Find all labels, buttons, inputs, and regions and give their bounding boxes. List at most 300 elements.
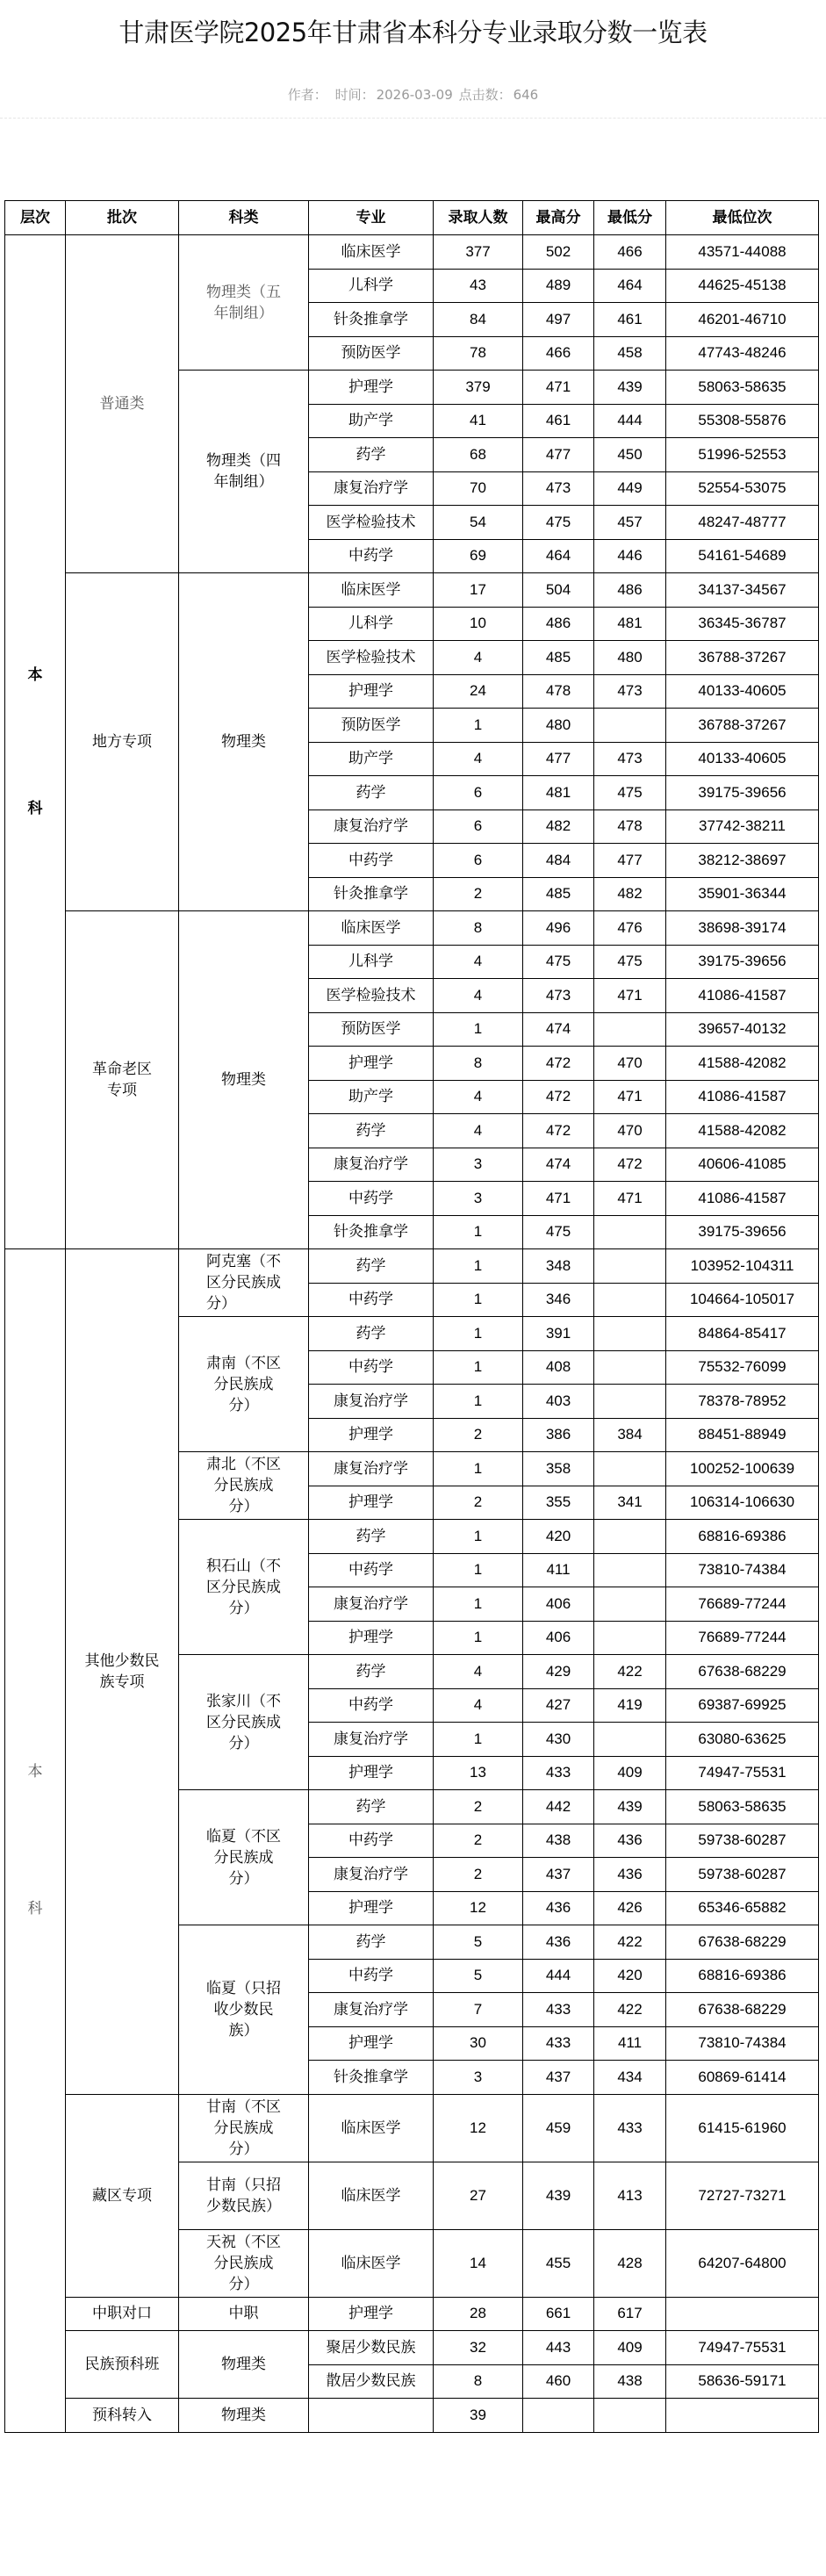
major-cell: 儿科学 <box>309 269 434 303</box>
max-score-cell: 420 <box>523 1520 594 1554</box>
min-score-cell: 475 <box>594 945 666 979</box>
count-cell: 2 <box>434 1824 523 1858</box>
max-score-cell: 443 <box>523 2331 594 2365</box>
min-score-cell: 428 <box>594 2229 666 2297</box>
min-score-cell <box>594 1621 666 1655</box>
min-score-cell: 461 <box>594 303 666 337</box>
major-cell: 中药学 <box>309 1553 434 1587</box>
min-rank-cell: 46201-46710 <box>666 303 819 337</box>
min-rank-cell <box>666 2297 819 2331</box>
category-cell <box>179 2399 309 2433</box>
max-score-cell: 471 <box>523 371 594 405</box>
min-rank-cell: 44625-45138 <box>666 269 819 303</box>
min-rank-cell: 34137-34567 <box>666 573 819 608</box>
major-cell: 康复治疗学 <box>309 1993 434 2027</box>
batch-cell <box>66 1249 179 2095</box>
major-cell: 康复治疗学 <box>309 1452 434 1486</box>
table-header-row <box>5 201 819 235</box>
min-rank-cell: 41588-42082 <box>666 1047 819 1081</box>
min-rank-cell: 36788-37267 <box>666 709 819 743</box>
category-cell <box>179 371 309 573</box>
min-rank-cell: 39175-39656 <box>666 1215 819 1249</box>
table-row <box>5 2399 819 2433</box>
count-cell: 5 <box>434 1959 523 1993</box>
batch-label: 藏区专项 <box>92 2186 152 2205</box>
major-cell: 医学检验技术 <box>309 979 434 1013</box>
max-score-cell: 482 <box>523 809 594 844</box>
category-label: 张家川（不区分民族成分） <box>206 1692 281 1752</box>
article-meta <box>0 84 826 105</box>
category-label: 临夏（不区分民族成分） <box>206 1827 281 1888</box>
category-label: 甘南（只招少数民族） <box>206 2176 281 2215</box>
min-score-cell: 480 <box>594 641 666 675</box>
min-rank-cell: 68816-69386 <box>666 1959 819 1993</box>
major-cell: 护理学 <box>309 1486 434 1520</box>
major-cell: 药学 <box>309 1114 434 1148</box>
count-cell: 2 <box>434 1486 523 1520</box>
clicks-value: 646 <box>513 87 539 103</box>
min-score-cell: 419 <box>594 1688 666 1723</box>
min-score-cell: 472 <box>594 1148 666 1182</box>
min-score-cell: 482 <box>594 877 666 911</box>
max-score-cell: 480 <box>523 709 594 743</box>
max-score-cell <box>523 2399 594 2433</box>
max-score-cell: 489 <box>523 269 594 303</box>
min-rank-cell: 39657-40132 <box>666 1012 819 1047</box>
major-cell: 康复治疗学 <box>309 1858 434 1892</box>
major-cell: 中药学 <box>309 1350 434 1385</box>
min-score-cell <box>594 1553 666 1587</box>
major-cell: 护理学 <box>309 674 434 709</box>
min-rank-cell: 69387-69925 <box>666 1688 819 1723</box>
max-score-cell: 411 <box>523 1553 594 1587</box>
count-cell: 5 <box>434 1925 523 1960</box>
min-score-cell: 439 <box>594 1790 666 1824</box>
major-cell: 临床医学 <box>309 911 434 946</box>
min-rank-cell: 74947-75531 <box>666 2331 819 2365</box>
count-cell: 10 <box>434 607 523 641</box>
count-cell: 8 <box>434 2364 523 2399</box>
category-label: 天祝（不区分民族成分） <box>206 2233 281 2293</box>
max-score-cell: 429 <box>523 1655 594 1689</box>
category-label: 阿克塞（不区分民族成分） <box>206 1253 281 1313</box>
major-cell: 临床医学 <box>309 235 434 270</box>
col-header-count: 录取人数 <box>434 201 523 235</box>
count-cell: 7 <box>434 1993 523 2027</box>
min-score-cell <box>594 1587 666 1622</box>
min-score-cell <box>594 1283 666 1317</box>
max-score-cell: 348 <box>523 1249 594 1284</box>
min-rank-cell: 35901-36344 <box>666 877 819 911</box>
min-score-cell: 466 <box>594 235 666 270</box>
min-rank-cell: 52554-53075 <box>666 471 819 506</box>
col-header-category: 科类 <box>179 201 309 235</box>
min-rank-cell: 88451-88949 <box>666 1418 819 1452</box>
batch-label: 地方专项 <box>92 733 152 751</box>
min-rank-cell: 38212-38697 <box>666 844 819 878</box>
count-cell: 377 <box>434 235 523 270</box>
major-cell: 药学 <box>309 776 434 810</box>
min-rank-cell: 100252-100639 <box>666 1452 819 1486</box>
min-rank-cell: 36788-37267 <box>666 641 819 675</box>
min-rank-cell: 47743-48246 <box>666 336 819 371</box>
major-cell: 护理学 <box>309 1047 434 1081</box>
min-score-cell: 477 <box>594 844 666 878</box>
count-cell: 12 <box>434 1891 523 1925</box>
batch-label: 革命老区专项 <box>92 1061 152 1099</box>
count-cell: 1 <box>434 1452 523 1486</box>
max-score-cell: 436 <box>523 1891 594 1925</box>
max-score-cell: 461 <box>523 404 594 438</box>
min-score-cell: 444 <box>594 404 666 438</box>
min-score-cell: 436 <box>594 1858 666 1892</box>
major-cell: 临床医学 <box>309 2229 434 2297</box>
category-cell <box>179 2162 309 2229</box>
min-rank-cell: 58636-59171 <box>666 2364 819 2399</box>
major-cell: 康复治疗学 <box>309 1587 434 1622</box>
major-cell: 针灸推拿学 <box>309 877 434 911</box>
max-score-cell: 475 <box>523 506 594 540</box>
max-score-cell: 346 <box>523 1283 594 1317</box>
level-label-top: 本 <box>27 1763 43 1781</box>
count-cell: 1 <box>434 709 523 743</box>
min-rank-cell <box>666 2399 819 2433</box>
max-score-cell: 459 <box>523 2094 594 2162</box>
col-header-min-rank: 最低位次 <box>666 201 819 235</box>
min-score-cell: 384 <box>594 1418 666 1452</box>
max-score-cell: 427 <box>523 1688 594 1723</box>
max-score-cell: 504 <box>523 573 594 608</box>
batch-cell <box>66 911 179 1249</box>
min-rank-cell: 103952-104311 <box>666 1249 819 1284</box>
max-score-cell: 466 <box>523 336 594 371</box>
count-cell: 4 <box>434 742 523 776</box>
count-cell: 68 <box>434 438 523 472</box>
category-label: 肃南（不区分民族成分） <box>206 1354 281 1414</box>
table-row <box>5 2331 819 2365</box>
major-cell: 预防医学 <box>309 1012 434 1047</box>
batch-label: 普通类 <box>99 395 145 413</box>
count-cell: 1 <box>434 1012 523 1047</box>
min-score-cell: 434 <box>594 2061 666 2095</box>
major-cell: 中药学 <box>309 1959 434 1993</box>
count-cell: 2 <box>434 877 523 911</box>
count-cell: 4 <box>434 1688 523 1723</box>
min-score-cell: 486 <box>594 573 666 608</box>
min-score-cell: 449 <box>594 471 666 506</box>
min-score-cell: 470 <box>594 1114 666 1148</box>
count-cell: 2 <box>434 1418 523 1452</box>
category-cell <box>179 1655 309 1790</box>
level-label-top: 本 <box>27 666 43 684</box>
min-score-cell: 471 <box>594 979 666 1013</box>
col-header-level: 层次 <box>5 201 66 235</box>
min-score-cell: 436 <box>594 1824 666 1858</box>
max-score-cell: 386 <box>523 1418 594 1452</box>
max-score-cell: 406 <box>523 1621 594 1655</box>
major-cell: 聚居少数民族 <box>309 2331 434 2365</box>
category-cell <box>179 911 309 1249</box>
min-rank-cell: 37742-38211 <box>666 809 819 844</box>
min-rank-cell: 75532-76099 <box>666 1350 819 1385</box>
max-score-cell: 436 <box>523 1925 594 1960</box>
min-score-cell: 411 <box>594 2026 666 2061</box>
min-score-cell: 422 <box>594 1655 666 1689</box>
min-rank-cell: 41086-41587 <box>666 979 819 1013</box>
min-rank-cell: 51996-52553 <box>666 438 819 472</box>
major-cell: 医学检验技术 <box>309 641 434 675</box>
header-divider <box>0 118 826 119</box>
min-rank-cell: 39175-39656 <box>666 945 819 979</box>
min-rank-cell: 40133-40605 <box>666 742 819 776</box>
min-rank-cell: 74947-75531 <box>666 1756 819 1790</box>
min-score-cell: 471 <box>594 1182 666 1216</box>
max-score-cell: 472 <box>523 1080 594 1114</box>
min-score-cell <box>594 1249 666 1284</box>
min-rank-cell: 39175-39656 <box>666 776 819 810</box>
major-cell: 助产学 <box>309 1080 434 1114</box>
category-label: 积石山（不区分民族成分） <box>206 1557 281 1617</box>
count-cell: 8 <box>434 1047 523 1081</box>
min-rank-cell: 38698-39174 <box>666 911 819 946</box>
major-cell: 康复治疗学 <box>309 471 434 506</box>
min-rank-cell: 59738-60287 <box>666 1824 819 1858</box>
min-score-cell: 446 <box>594 539 666 573</box>
min-rank-cell: 43571-44088 <box>666 235 819 270</box>
level-cell <box>5 1249 66 2433</box>
batch-cell <box>66 2297 179 2331</box>
count-cell: 24 <box>434 674 523 709</box>
major-cell: 护理学 <box>309 2026 434 2061</box>
count-cell: 78 <box>434 336 523 371</box>
min-rank-cell: 41588-42082 <box>666 1114 819 1148</box>
major-cell: 药学 <box>309 1790 434 1824</box>
clicks-label: 点击数： <box>458 87 512 103</box>
major-cell: 护理学 <box>309 1621 434 1655</box>
batch-label: 民族预科班 <box>84 2356 160 2373</box>
major-cell: 中药学 <box>309 1182 434 1216</box>
category-label: 中职 <box>228 2305 259 2323</box>
major-cell: 中药学 <box>309 1283 434 1317</box>
max-score-cell: 475 <box>523 1215 594 1249</box>
author-label: 作者： <box>287 87 327 103</box>
count-cell: 2 <box>434 1858 523 1892</box>
category-cell <box>179 1452 309 1520</box>
min-score-cell: 457 <box>594 506 666 540</box>
count-cell: 39 <box>434 2399 523 2433</box>
min-score-cell: 473 <box>594 742 666 776</box>
major-cell: 中药学 <box>309 1688 434 1723</box>
max-score-cell: 355 <box>523 1486 594 1520</box>
max-score-cell: 439 <box>523 2162 594 2229</box>
min-rank-cell: 73810-74384 <box>666 1553 819 1587</box>
max-score-cell: 408 <box>523 1350 594 1385</box>
min-rank-cell: 58063-58635 <box>666 1790 819 1824</box>
count-cell: 12 <box>434 2094 523 2162</box>
category-label: 物理类 <box>221 733 266 751</box>
min-score-cell: 422 <box>594 1993 666 2027</box>
table-row <box>5 2094 819 2162</box>
col-header-major: 专业 <box>309 201 434 235</box>
count-cell: 27 <box>434 2162 523 2229</box>
major-cell: 散居少数民族 <box>309 2364 434 2399</box>
major-cell: 医学检验技术 <box>309 506 434 540</box>
category-cell <box>179 573 309 911</box>
min-score-cell: 464 <box>594 269 666 303</box>
min-score-cell: 413 <box>594 2162 666 2229</box>
category-cell <box>179 1790 309 1925</box>
category-cell <box>179 1925 309 2095</box>
count-cell: 1 <box>434 1723 523 1757</box>
major-cell: 护理学 <box>309 2297 434 2331</box>
major-cell: 中药学 <box>309 539 434 573</box>
min-rank-cell: 54161-54689 <box>666 539 819 573</box>
min-score-cell: 481 <box>594 607 666 641</box>
batch-cell <box>66 235 179 573</box>
count-cell: 69 <box>434 539 523 573</box>
min-score-cell: 458 <box>594 336 666 371</box>
min-rank-cell: 48247-48777 <box>666 506 819 540</box>
time-value: 2026-03-09 <box>376 87 453 103</box>
major-cell: 药学 <box>309 1925 434 1960</box>
major-cell: 护理学 <box>309 1418 434 1452</box>
min-rank-cell: 78378-78952 <box>666 1385 819 1419</box>
page-title: 甘肃医学院2025年甘肃省本科分专业录取分数一览表 <box>119 18 707 47</box>
max-score-cell: 433 <box>523 2026 594 2061</box>
min-rank-cell: 63080-63625 <box>666 1723 819 1757</box>
min-score-cell <box>594 2399 666 2433</box>
count-cell: 1 <box>434 1215 523 1249</box>
major-cell <box>309 2399 434 2433</box>
max-score-cell: 477 <box>523 438 594 472</box>
max-score-cell: 472 <box>523 1114 594 1148</box>
count-cell: 84 <box>434 303 523 337</box>
count-cell: 1 <box>434 1553 523 1587</box>
count-cell: 8 <box>434 911 523 946</box>
count-cell: 32 <box>434 2331 523 2365</box>
min-score-cell <box>594 1385 666 1419</box>
category-label: 物理类（四年制组） <box>206 452 281 491</box>
min-score-cell: 475 <box>594 776 666 810</box>
count-cell: 3 <box>434 1182 523 1216</box>
count-cell: 13 <box>434 1756 523 1790</box>
table-row <box>5 911 819 946</box>
col-header-batch: 批次 <box>66 201 179 235</box>
min-rank-cell: 36345-36787 <box>666 607 819 641</box>
table-row <box>5 1249 819 1284</box>
min-rank-cell: 65346-65882 <box>666 1891 819 1925</box>
count-cell: 6 <box>434 844 523 878</box>
min-score-cell: 617 <box>594 2297 666 2331</box>
count-cell: 17 <box>434 573 523 608</box>
min-score-cell <box>594 1350 666 1385</box>
min-score-cell <box>594 1520 666 1554</box>
min-rank-cell: 58063-58635 <box>666 371 819 405</box>
min-score-cell <box>594 1723 666 1757</box>
major-cell: 药学 <box>309 1655 434 1689</box>
count-cell: 54 <box>434 506 523 540</box>
max-score-cell: 485 <box>523 877 594 911</box>
min-rank-cell: 55308-55876 <box>666 404 819 438</box>
count-cell: 14 <box>434 2229 523 2297</box>
min-rank-cell: 41086-41587 <box>666 1080 819 1114</box>
max-score-cell: 661 <box>523 2297 594 2331</box>
min-rank-cell: 41086-41587 <box>666 1182 819 1216</box>
max-score-cell: 485 <box>523 641 594 675</box>
min-score-cell: 426 <box>594 1891 666 1925</box>
major-cell: 药学 <box>309 438 434 472</box>
min-score-cell <box>594 1452 666 1486</box>
major-cell: 儿科学 <box>309 945 434 979</box>
major-cell: 预防医学 <box>309 336 434 371</box>
major-cell: 中药学 <box>309 844 434 878</box>
min-rank-cell: 40606-41085 <box>666 1148 819 1182</box>
max-score-cell: 437 <box>523 1858 594 1892</box>
category-cell <box>179 2331 309 2399</box>
count-cell: 1 <box>434 1317 523 1351</box>
min-rank-cell: 84864-85417 <box>666 1317 819 1351</box>
count-cell: 4 <box>434 1080 523 1114</box>
major-cell: 儿科学 <box>309 607 434 641</box>
max-score-cell: 433 <box>523 1993 594 2027</box>
major-cell: 助产学 <box>309 742 434 776</box>
max-score-cell: 472 <box>523 1047 594 1081</box>
max-score-cell: 486 <box>523 607 594 641</box>
max-score-cell: 473 <box>523 471 594 506</box>
major-cell: 康复治疗学 <box>309 1148 434 1182</box>
col-header-min-score: 最低分 <box>594 201 666 235</box>
category-label: 甘南（不区分民族成分） <box>206 2097 281 2158</box>
max-score-cell: 474 <box>523 1148 594 1182</box>
min-score-cell: 473 <box>594 674 666 709</box>
level-label-bottom: 科 <box>27 800 43 817</box>
major-cell: 临床医学 <box>309 2162 434 2229</box>
count-cell: 43 <box>434 269 523 303</box>
min-rank-cell: 104664-105017 <box>666 1283 819 1317</box>
min-rank-cell: 106314-106630 <box>666 1486 819 1520</box>
major-cell: 临床医学 <box>309 2094 434 2162</box>
category-cell <box>179 2094 309 2162</box>
batch-cell <box>66 2331 179 2399</box>
max-score-cell: 438 <box>523 1824 594 1858</box>
max-score-cell: 403 <box>523 1385 594 1419</box>
count-cell: 1 <box>434 1587 523 1622</box>
max-score-cell: 478 <box>523 674 594 709</box>
max-score-cell: 460 <box>523 2364 594 2399</box>
count-cell: 28 <box>434 2297 523 2331</box>
max-score-cell: 442 <box>523 1790 594 1824</box>
min-score-cell <box>594 1215 666 1249</box>
major-cell: 康复治疗学 <box>309 809 434 844</box>
category-label: 物理类 <box>221 2406 266 2424</box>
min-rank-cell: 76689-77244 <box>666 1587 819 1622</box>
max-score-cell: 391 <box>523 1317 594 1351</box>
min-score-cell: 470 <box>594 1047 666 1081</box>
min-score-cell: 439 <box>594 371 666 405</box>
count-cell: 4 <box>434 1655 523 1689</box>
min-rank-cell: 67638-68229 <box>666 1993 819 2027</box>
min-rank-cell: 40133-40605 <box>666 674 819 709</box>
category-cell <box>179 235 309 371</box>
min-score-cell: 478 <box>594 809 666 844</box>
category-label: 物理类 <box>221 1071 266 1089</box>
major-cell: 药学 <box>309 1520 434 1554</box>
min-score-cell: 341 <box>594 1486 666 1520</box>
min-score-cell: 409 <box>594 1756 666 1790</box>
count-cell: 379 <box>434 371 523 405</box>
min-rank-cell: 72727-73271 <box>666 2162 819 2229</box>
max-score-cell: 437 <box>523 2061 594 2095</box>
